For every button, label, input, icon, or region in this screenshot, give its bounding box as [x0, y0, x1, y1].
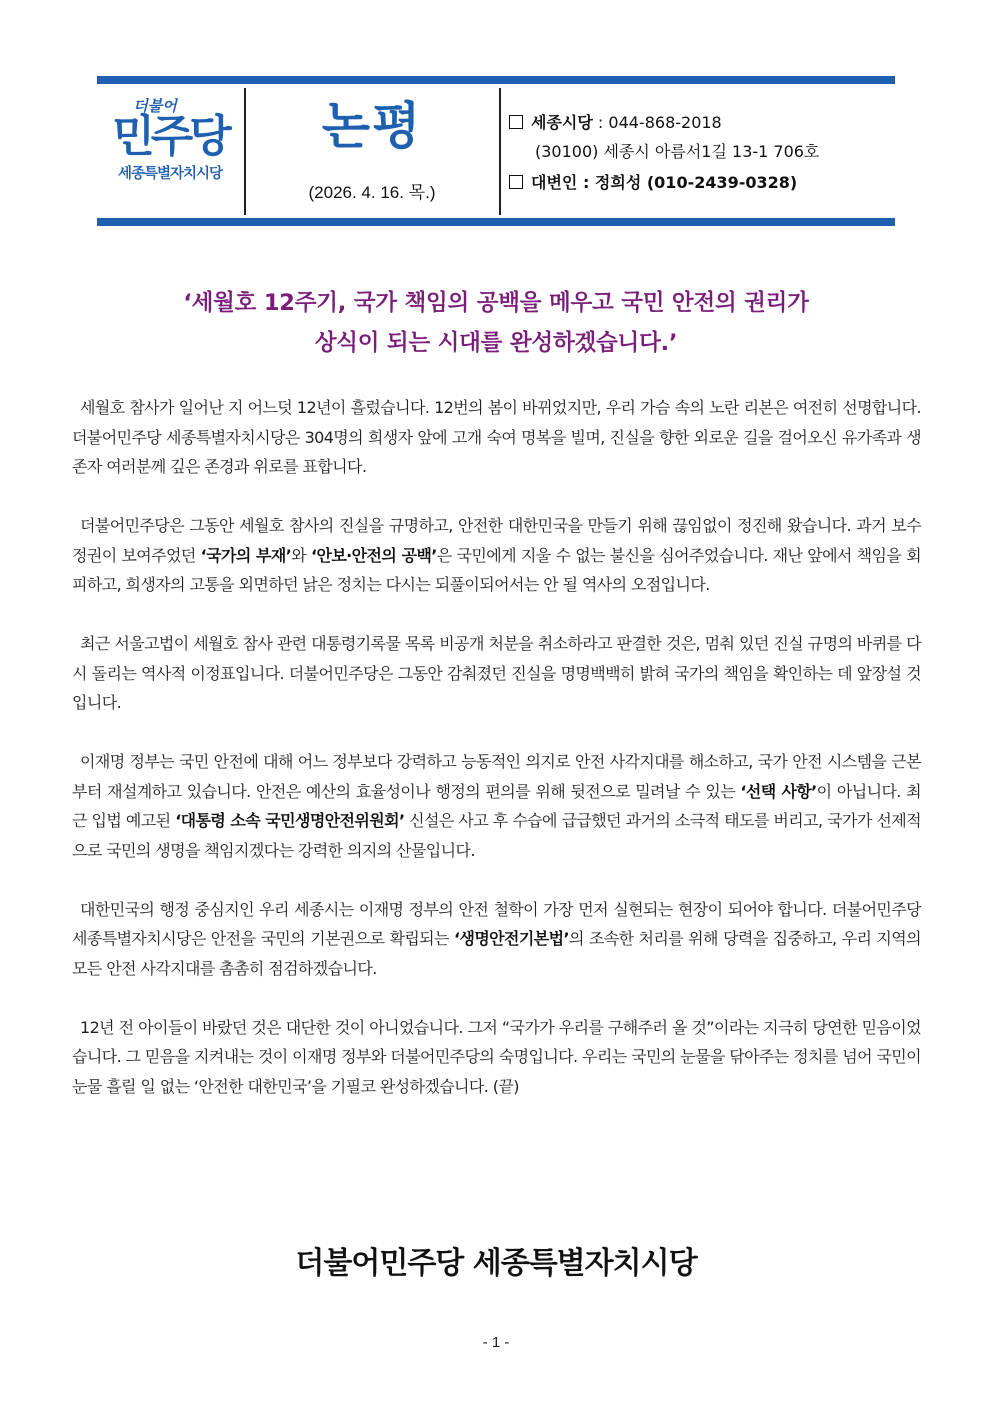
paragraph-1: 세월호 참사가 일어난 지 어느덧 12년이 흘렀습니다. 12번의 봄이 바뀌었지만, 우리 가슴 속의 노란 리본은 여전히 선명합니다. 더불어민주당 세종특별자치시당은 304명의 희생자 앞에 고개 숙여 명복을 빌며, 진실을 향한 외로운 길을 걸어오신 유가족과 생존자 여러분께 깊은 존경과 위로를 표합니다. — [72, 398, 921, 476]
press-header — [97, 76, 895, 228]
headline-line-2: 상식이 되는 시대를 완성하겠습니다.’ — [314, 330, 678, 356]
paragraph-text: 더불어민주당은 그동안 세월호 참사의 진실을 규명하고, 안전한 대한민국을 만들기 위해 끊임없이 정진해 왔습니다. 과거 보수 정권이 보여주었던 — [72, 516, 921, 565]
paragraph-text: 신설은 사고 후 수습에 급급했던 과거의 소극적 태도를 버리고, 국가가 선제적으로 국민의 생명을 책임지겠다는 강력한 의지의 산물입니다. — [72, 811, 921, 860]
statement-body — [72, 393, 921, 1131]
logo-top-text: 더불어 — [133, 97, 177, 115]
paragraph-2 — [72, 511, 921, 600]
document-type: 논평 — [321, 97, 423, 155]
checkbox-icon — [509, 115, 523, 129]
spokesperson-contact — [509, 172, 889, 194]
paragraph-4 — [72, 747, 921, 865]
emphasis-text: ‘선택 사항’ — [740, 781, 817, 801]
paragraph-text: 의 조속한 처리를 위해 당력을 집중하고, 우리 지역의 모든 안전 사각지대를 촘촘히 점검하겠습니다. — [72, 929, 921, 978]
headline-line-1: ‘세월호 12주기, 국가 책임의 공백을 메우고 국민 안전의 권리가 — [183, 290, 809, 316]
emphasis-text: ‘대통령 소속 국민생명안전위원회’ — [175, 811, 405, 830]
paragraph-3: 최근 서울고법이 세월호 참사 관련 대통령기록물 목록 비공개 처분을 취소하라고 판결한 것은, 멈춰 있던 진실 규명의 바퀴를 다시 돌리는 역사적 이정표입니다. 더불어민주당은 그동안 감춰졌던 진실을 명명백백히 밝혀 국가의 책임을 확인하는 데 앞장설 것입니다. — [72, 634, 921, 712]
party-logo — [97, 98, 243, 208]
spokesperson-label: 대변인 : — [531, 173, 595, 192]
spokesperson-value: 정희성 (010-2439-0328) — [594, 173, 798, 192]
header-divider — [499, 88, 501, 215]
checkbox-icon — [509, 175, 523, 189]
emphasis-text: ‘생명안전기본법’ — [453, 929, 569, 948]
office-contact — [509, 112, 889, 134]
paragraph-6: 12년 전 아이들이 바랐던 것은 대단한 것이 아니었습니다. 그저 “국가가 우리를 구해주러 올 것”이라는 지극히 당연한 믿음이었습니다. 그 믿음을 지켜내는 것이 이재명 정부와 더불어민주당의 숙명입니다. 우리는 국민의 눈물을 닦아주는 정치를 넘어 국민이 눈물 흘릴 일 없는 ‘안전한 대한민국’을 기필코 완성하겠습니다. (끝) — [72, 1017, 921, 1096]
paragraph-text: 대한민국의 행정 중심지인 우리 세종시는 이재명 정부의 안전 철학이 가장 먼저 실현되는 현장이 되어야 합니다. 더불어민주당 세종특별자치시당은 안전을 국민의 기본권으로 확립되는 — [72, 899, 921, 948]
office-phone: : 044-868-2018 — [592, 113, 722, 132]
office-label: 세종시당 — [531, 113, 593, 132]
paragraph-text: 와 — [291, 545, 311, 565]
paragraph-5 — [72, 895, 921, 984]
logo-sub-text: 세종특별자치시당 — [117, 166, 223, 182]
office-address: (30100) 세종시 아름서1길 13-1 706호 — [535, 142, 820, 161]
paragraph-text: 은 국민에게 지울 수 없는 불신을 심어주었습니다. 재난 앞에서 책임을 회피하고, 희생자의 고통을 외면하던 낡은 정치는 다시는 되풀이되어서는 안 될 역사의 오점입니다. — [72, 545, 921, 594]
logo-main-text: 민주당 — [112, 111, 228, 162]
page-number: - 1 - — [482, 1334, 510, 1351]
paragraph-text: 이 아닙니다. 최근 입법 예고된 — [72, 781, 921, 830]
paragraph-text: 이재명 정부는 국민 안전에 대해 어느 정부보다 강력하고 능동적인 의지로 안전 사각지대를 해소하고, 국가 안전 시스템을 근본부터 재설계하고 있습니다. 안전은 예산의 효율성이나 행정의 편의를 위해 뒷전으로 밀려날 수 있는 — [72, 752, 921, 801]
emphasis-text: ‘국가의 부재’ — [200, 545, 292, 565]
emphasis-text: ‘안보·안전의 공백’ — [310, 545, 437, 565]
header-bottom-rule — [97, 218, 895, 226]
header-top-rule — [97, 76, 895, 84]
release-date: (2026. 4. 16. 목.) — [308, 183, 436, 202]
header-divider — [244, 88, 246, 215]
closing-signature: 더불어민주당 세종특별자치시당 — [295, 1246, 697, 1281]
